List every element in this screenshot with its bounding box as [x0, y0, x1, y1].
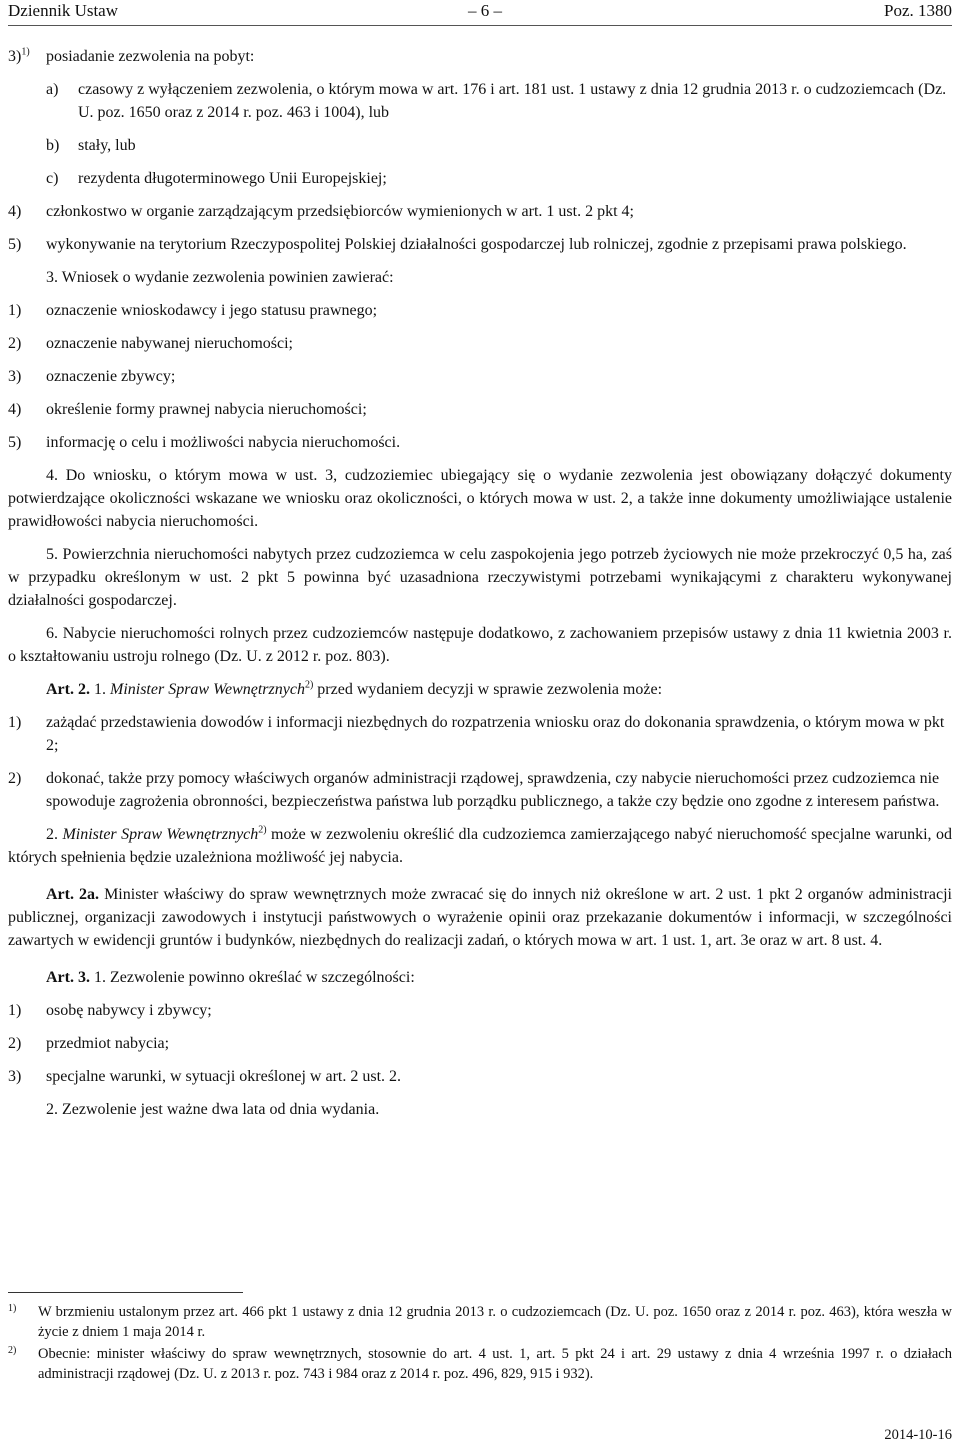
minister-title: Minister Spraw Wewnętrznych: [62, 826, 259, 843]
list-item: [8, 398, 952, 421]
document-page: [8, 0, 952, 1451]
list-text: oznaczenie zbywcy;: [46, 368, 176, 385]
journal-name: Dziennik Ustaw: [8, 1, 119, 20]
footnote-ref: 2): [304, 679, 314, 691]
list-item: [8, 332, 952, 355]
list-number: 1): [8, 714, 22, 731]
article-text: przed wydaniem decyzji w sprawie zezwolenia może:: [317, 681, 663, 698]
list-number: 2): [8, 1035, 22, 1052]
list-text: posiadanie zezwolenia na pobyt:: [46, 48, 255, 65]
article-text: 1. Zezwolenie powinno określać w szczególności:: [93, 969, 415, 986]
list-number: 1): [8, 1002, 22, 1019]
article-heading: Art. 2.: [46, 681, 90, 698]
footnote-text: Obecnie: minister właściwy do spraw wewnętrznych, stosownie do art. 4 ust. 1, art. 5 pkt 24 i art. 29 ustawy z dnia 4 września 1997 r. o działach administracji rządowej (Dz. U. z 2013 r. poz. 743 i 984 oraz z 2014 r. poz. 496, 829, 915 i 932).: [38, 1346, 952, 1382]
list-text: członkostwo w organie zarządzającym przedsiębiorców wymienionych w art. 1 ust. 2 pkt 4;: [46, 203, 634, 220]
article-3-ust-2: 2. Zezwolenie jest ważne dwa lata od dnia wydania.: [46, 1101, 380, 1118]
list-number: 5): [8, 434, 22, 451]
list-item: [8, 999, 952, 1022]
article-2: [8, 678, 952, 701]
publication-date: 2014-10-16: [884, 1427, 952, 1443]
list-text: zażądać przedstawienia dowodów i informacji niezbędnych do rozpatrzenia wniosku oraz do dokonania sprawdzenia, o którym mowa w pkt 2;: [46, 714, 945, 754]
ust-number: 2.: [46, 826, 58, 843]
paragraph-ust-3: 3. Wniosek o wydanie zezwolenia powinien zawierać:: [46, 269, 394, 286]
sub-text: stały, lub: [78, 137, 136, 154]
article-text: może w zezwoleniu określić dla cudzoziemca zamierzającego nabyć nieruchomość specjalne warunki, od których spełnienia będzie uzależniona możliwość jej nabycia.: [8, 826, 952, 866]
list-item-3: [8, 45, 952, 68]
page-number: – 6 –: [468, 1, 502, 20]
footnotes: [8, 1302, 952, 1386]
list-item: [8, 1032, 952, 1055]
article-heading: Art. 2a.: [46, 886, 100, 903]
position-number: Poz. 1380: [884, 1, 952, 20]
list-item: [8, 431, 952, 454]
list-number: 1): [8, 302, 22, 319]
list-item: [8, 365, 952, 388]
sub-letter: c): [46, 170, 59, 187]
list-item-5: [8, 233, 952, 256]
footnote-ref: 1): [21, 46, 30, 58]
paragraph-ust-4: 4. Do wniosku, o którym mowa w ust. 3, cudzoziemiec ubiegający się o wydanie zezwolenia jest obowiązany dołączyć dokumenty potwierdzające okoliczności wskazane we wniosku oraz okoliczności, o których mowa w ust. 2, a także inne dokumenty umożliwiające ustalenie prawidłowości nabycia nieruchomości.: [8, 467, 952, 530]
footnote-text: W brzmieniu ustalonym przez art. 466 pkt 1 ustawy z dnia 12 grudnia 2013 r. o cudzoziemcach (Dz. U. poz. 1650 oraz z 2014 r. poz. 463), która weszła w życie z dniem 1 maja 2014 r.: [38, 1304, 952, 1340]
article-2-ust-2: [8, 823, 952, 869]
list-number: 4): [8, 401, 22, 418]
list-text: dokonać, także przy pomocy właściwych organów administracji rządowej, sprawdzenia, czy nabycie nieruchomości przez cudzoziemca nie spowoduje zagrożenia obronności, bezpieczeństwa państwa lub porządku publicznego, a także czy będzie ono zgodne z interesem państwa.: [46, 770, 940, 810]
list-number: 3): [8, 1068, 22, 1085]
sub-text: rezydenta długoterminowego Unii Europejskiej;: [78, 170, 387, 187]
footnote-2: [8, 1344, 952, 1384]
footnote-1: [8, 1302, 952, 1342]
sub-text: czasowy z wyłączeniem zezwolenia, o którym mowa w art. 176 i art. 181 ust. 1 ustawy z dnia 12 grudnia 2013 r. o cudzoziemcach (Dz. U. poz. 1650 oraz z 2014 r. poz. 463 i 1004), lub: [78, 81, 947, 121]
footnote-mark: 2): [8, 1345, 17, 1356]
sub-item-c: [46, 167, 952, 190]
footnote-mark: 1): [8, 1303, 17, 1314]
list-number: 2): [8, 335, 22, 352]
sub-item-b: [46, 134, 952, 157]
list-text: oznaczenie wnioskodawcy i jego statusu prawnego;: [46, 302, 378, 319]
list-number: 3)$^{1)}$: [8, 46, 30, 65]
page-header: [8, 0, 952, 26]
footnote-divider: [8, 1292, 243, 1293]
list-number: 4): [8, 203, 22, 220]
list-item: [8, 1065, 952, 1088]
sub-letter: a): [46, 81, 59, 98]
sub-item-a: [46, 78, 952, 124]
list-text: specjalne warunki, w sytuacji określonej w art. 2 ust. 2.: [46, 1068, 402, 1085]
paragraph-ust-5: 5. Powierzchnia nieruchomości nabytych przez cudzoziemca w celu zaspokojenia jego potrzeb życiowych nie może przekroczyć 0,5 ha, zaś w przypadku określonym w ust. 2 pkt 5 powinna być uzasadniona rzeczywistymi potrzebami wynikającymi z charakteru wykonywanej działalności gospodarczej.: [8, 546, 952, 609]
list-item: [8, 299, 952, 322]
list-item: [8, 767, 952, 813]
sub-letter: b): [46, 137, 60, 154]
footnote-ref: 2): [258, 824, 267, 836]
list-text: osobę nabywcy i zbywcy;: [46, 1002, 212, 1019]
article-3: [8, 966, 952, 989]
list-text: wykonywanie na terytorium Rzeczypospolitej Polskiej działalności gospodarczej lub rolniczej, zgodnie z przepisami prawa polskiego.: [46, 236, 907, 253]
article-heading: Art. 3.: [46, 969, 90, 986]
minister-title: Minister Spraw Wewnętrznych: [109, 681, 305, 698]
list-item: [8, 711, 952, 757]
ust-number: 1.: [93, 681, 106, 698]
list-text: określenie formy prawnej nabycia nieruchomości;: [46, 401, 367, 418]
list-number: 2): [8, 770, 22, 787]
list-text: przedmiot nabycia;: [46, 1035, 170, 1052]
list-item-4: [8, 200, 952, 223]
list-text: informację o celu i możliwości nabycia nieruchomości.: [46, 434, 401, 451]
list-text: oznaczenie nabywanej nieruchomości;: [46, 335, 293, 352]
article-text: Minister właściwy do spraw wewnętrznych może zwracać się do innych niż określone w art. 2 ust. 1 pkt 2 organów administracji publicznej, organizacji zawodowych i instytucji państwowych o wyrażenie opinii oraz przekazanie dokumentów i informacji, w szczególności zawartych w ewidencji gruntów i budynków, niezbędnych do realizacji zadań, o których mowa w art. 1 ust. 1, art. 3e oraz w art. 8 ust. 4.: [8, 886, 953, 949]
list-number: 3): [8, 368, 22, 385]
list-number: 5): [8, 236, 22, 253]
article-2a: [8, 883, 952, 952]
paragraph-ust-6: 6. Nabycie nieruchomości rolnych przez cudzoziemców następuje dodatkowo, z zachowaniem przepisów ustawy z dnia 11 kwietnia 2003 r. o kształtowaniu ustroju rolnego (Dz. U. z 2012 r. poz. 803).: [8, 625, 952, 665]
